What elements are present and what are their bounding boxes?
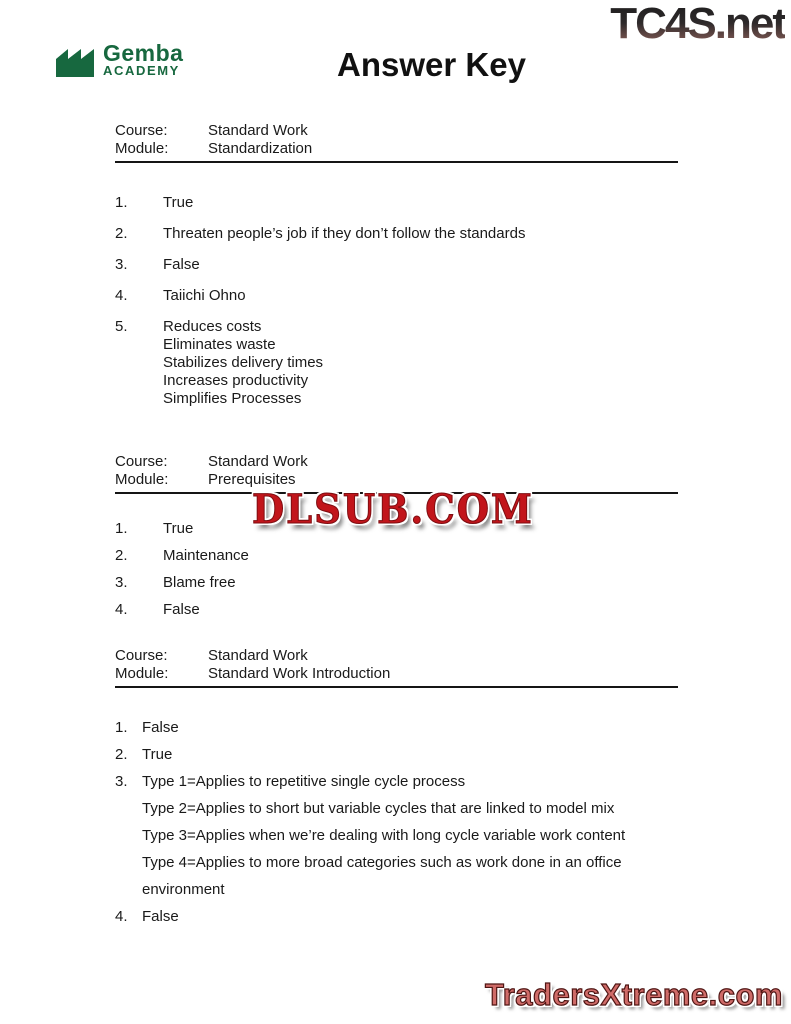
field-label: Module:: [115, 471, 169, 488]
answer-item: [115, 903, 678, 930]
answer-number: 3.: [115, 256, 128, 273]
answer-line: True: [142, 746, 173, 763]
answer-text: [163, 194, 193, 212]
answer-number: 1.: [115, 520, 128, 537]
logo-name: Gemba: [103, 40, 184, 66]
answer-item: [115, 714, 678, 741]
answer-number: 3.: [115, 574, 128, 591]
section-header-row: [115, 665, 678, 683]
section-header-row: [115, 140, 678, 158]
answer-text: [142, 741, 172, 768]
field-label: Course:: [115, 453, 168, 470]
section: [115, 122, 678, 408]
answer-list: [115, 714, 678, 930]
answer-line: Taiichi Ohno: [163, 287, 246, 304]
answer-text: [163, 318, 323, 408]
section-header: [115, 647, 678, 688]
section: [115, 647, 678, 930]
answer-item: [115, 574, 678, 592]
answer-text: [163, 601, 200, 619]
answer-item: [115, 768, 678, 903]
answer-line: Type 1=Applies to repetitive single cycle process: [142, 773, 466, 790]
answer-list: [115, 520, 678, 619]
answer-line: Threaten people’s job if they don’t follow the standards: [163, 225, 526, 242]
answer-line: environment: [142, 881, 225, 898]
answer-text: [163, 547, 249, 565]
answer-line: Type 4=Applies to more broad categories such as work done in an office: [142, 854, 622, 871]
answer-number: 2.: [115, 225, 128, 242]
answer-line: Blame free: [163, 574, 236, 591]
section-header-row: [115, 647, 678, 665]
field-value: Prerequisites: [208, 471, 296, 488]
answer-text: [142, 768, 625, 903]
page-title: Answer Key: [337, 46, 526, 83]
field-value: Standard Work: [208, 647, 308, 664]
section: [115, 453, 678, 619]
answer-list: [115, 194, 678, 408]
watermark-dlsub: DLSUB.COM: [252, 485, 534, 533]
answer-text: [163, 225, 525, 243]
answer-number: 4.: [115, 908, 128, 925]
answer-item: [115, 318, 678, 408]
answer-number: 4.: [115, 601, 128, 618]
answer-text: [163, 520, 193, 538]
answer-item: [115, 194, 678, 212]
answer-text: [163, 287, 246, 305]
field-value: Standard Work: [208, 122, 308, 139]
answer-line: False: [163, 256, 200, 273]
answer-line: Reduces costs: [163, 318, 262, 335]
answer-item: [115, 547, 678, 565]
section-header-row: [115, 453, 678, 471]
answer-item: [115, 601, 678, 619]
answer-number: 3.: [115, 773, 128, 790]
answer-item: [115, 741, 678, 768]
answer-text: [142, 714, 179, 741]
answer-line: Simplifies Processes: [163, 390, 302, 407]
answer-line: True: [163, 194, 194, 211]
answer-text: [163, 256, 200, 274]
field-label: Module:: [115, 140, 169, 157]
answer-line: True: [163, 520, 194, 537]
field-value: Standardization: [208, 140, 313, 157]
answer-number: 4.: [115, 287, 128, 304]
answer-item: [115, 256, 678, 274]
answer-line: Maintenance: [163, 547, 249, 564]
answer-item: [115, 225, 678, 243]
section-header-row: [115, 122, 678, 140]
field-value: Standard Work: [208, 453, 308, 470]
answer-number: 1.: [115, 194, 128, 211]
answer-item: [115, 287, 678, 305]
field-label: Course:: [115, 647, 168, 664]
field-label: Module:: [115, 665, 169, 682]
watermark-tradersxtreme: TradersXtreme.com: [485, 977, 783, 1012]
field-label: Course:: [115, 122, 168, 139]
answer-number: 1.: [115, 719, 128, 736]
answer-text: [142, 903, 179, 930]
answer-line: Stabilizes delivery times: [163, 354, 324, 371]
answer-text: [163, 574, 236, 592]
answer-line: Eliminates waste: [163, 336, 276, 353]
answer-line: False: [142, 719, 179, 736]
answer-number: 2.: [115, 746, 128, 763]
answer-number: 5.: [115, 318, 128, 335]
field-value: Standard Work Introduction: [208, 665, 391, 682]
answer-line: Increases productivity: [163, 372, 309, 389]
answer-number: 2.: [115, 547, 128, 564]
section-header: [115, 122, 678, 163]
watermark-tc4s: TC4S.net: [610, 0, 785, 48]
answer-line: Type 2=Applies to short but variable cycles that are linked to model mix: [142, 800, 615, 817]
answer-line: Type 3=Applies when we’re dealing with long cycle variable work content: [142, 827, 626, 844]
logo-subname: ACADEMY: [103, 63, 180, 78]
answer-line: False: [142, 908, 179, 925]
answer-line: False: [163, 601, 200, 618]
